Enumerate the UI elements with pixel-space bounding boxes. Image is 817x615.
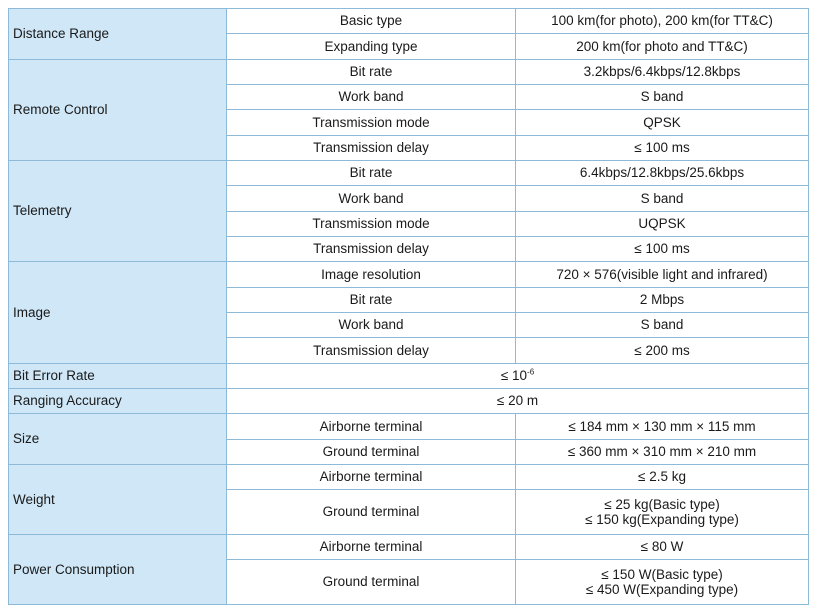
value-ground-terminal-expanding: ≤ 150 kg(Expanding type)	[585, 512, 739, 528]
category-power-consumption: Power Consumption	[9, 534, 227, 604]
param-airborne-terminal: Airborne terminal	[227, 464, 516, 489]
value-airborne-terminal: ≤ 2.5 kg	[516, 464, 809, 489]
value-airborne-terminal: ≤ 80 W	[516, 534, 809, 559]
param-transmission-delay: Transmission delay	[227, 236, 516, 261]
value-ground-terminal	[516, 560, 809, 605]
category-ranging-accuracy: Ranging Accuracy	[9, 388, 227, 413]
table-row	[9, 388, 809, 413]
table-row	[9, 464, 809, 489]
value-ranging-accuracy: ≤ 20 m	[227, 388, 809, 413]
category-image: Image	[9, 262, 227, 363]
table-row	[9, 160, 809, 185]
table-row	[9, 534, 809, 559]
value-transmission-delay: ≤ 100 ms	[516, 135, 809, 160]
table-row	[9, 262, 809, 287]
value-bit-error-rate-base: ≤ 10	[500, 368, 528, 383]
value-bit-rate: 6.4kbps/12.8kbps/25.6kbps	[516, 160, 809, 185]
value-ground-terminal-basic: ≤ 25 kg(Basic type)	[604, 496, 720, 512]
param-work-band: Work band	[227, 186, 516, 211]
value-bit-error-rate	[227, 363, 809, 388]
value-bit-error-rate-exponent: -6	[527, 367, 535, 377]
param-work-band: Work band	[227, 312, 516, 337]
value-work-band: S band	[516, 312, 809, 337]
category-size: Size	[9, 414, 227, 465]
param-ground-terminal: Ground terminal	[227, 490, 516, 535]
table-row	[9, 59, 809, 84]
category-bit-error-rate: Bit Error Rate	[9, 363, 227, 388]
param-transmission-mode: Transmission mode	[227, 110, 516, 135]
table-row	[9, 363, 809, 388]
param-airborne-terminal: Airborne terminal	[227, 534, 516, 559]
value-work-band: S band	[516, 84, 809, 109]
category-distance-range: Distance Range	[9, 9, 227, 60]
value-airborne-terminal: ≤ 184 mm × 130 mm × 115 mm	[516, 414, 809, 439]
param-basic-type: Basic type	[227, 9, 516, 34]
value-transmission-delay: ≤ 200 ms	[516, 338, 809, 363]
value-work-band: S band	[516, 186, 809, 211]
category-telemetry: Telemetry	[9, 160, 227, 261]
param-transmission-mode: Transmission mode	[227, 211, 516, 236]
param-transmission-delay: Transmission delay	[227, 338, 516, 363]
value-ground-terminal-basic: ≤ 150 W(Basic type)	[601, 566, 723, 582]
value-ground-terminal	[516, 490, 809, 535]
param-ground-terminal: Ground terminal	[227, 560, 516, 605]
value-transmission-mode: UQPSK	[516, 211, 809, 236]
value-basic-type: 100 km(for photo), 200 km(for TT&C)	[516, 9, 809, 34]
value-ground-terminal: ≤ 360 mm × 310 mm × 210 mm	[516, 439, 809, 464]
param-ground-terminal: Ground terminal	[227, 439, 516, 464]
param-image-resolution: Image resolution	[227, 262, 516, 287]
param-bit-rate: Bit rate	[227, 59, 516, 84]
param-airborne-terminal: Airborne terminal	[227, 414, 516, 439]
value-transmission-delay: ≤ 100 ms	[516, 236, 809, 261]
value-image-resolution: 720 × 576(visible light and infrared)	[516, 262, 809, 287]
category-remote-control: Remote Control	[9, 59, 227, 160]
table-row	[9, 414, 809, 439]
value-ground-terminal-expanding: ≤ 450 W(Expanding type)	[585, 582, 739, 598]
param-work-band: Work band	[227, 84, 516, 109]
table-row	[9, 9, 809, 34]
param-transmission-delay: Transmission delay	[227, 135, 516, 160]
specification-table	[8, 8, 809, 605]
param-bit-rate: Bit rate	[227, 160, 516, 185]
value-bit-rate: 2 Mbps	[516, 287, 809, 312]
value-expanding-type: 200 km(for photo and TT&C)	[516, 34, 809, 59]
param-bit-rate: Bit rate	[227, 287, 516, 312]
param-expanding-type: Expanding type	[227, 34, 516, 59]
value-bit-rate: 3.2kbps/6.4kbps/12.8kbps	[516, 59, 809, 84]
category-weight: Weight	[9, 464, 227, 534]
value-transmission-mode: QPSK	[516, 110, 809, 135]
